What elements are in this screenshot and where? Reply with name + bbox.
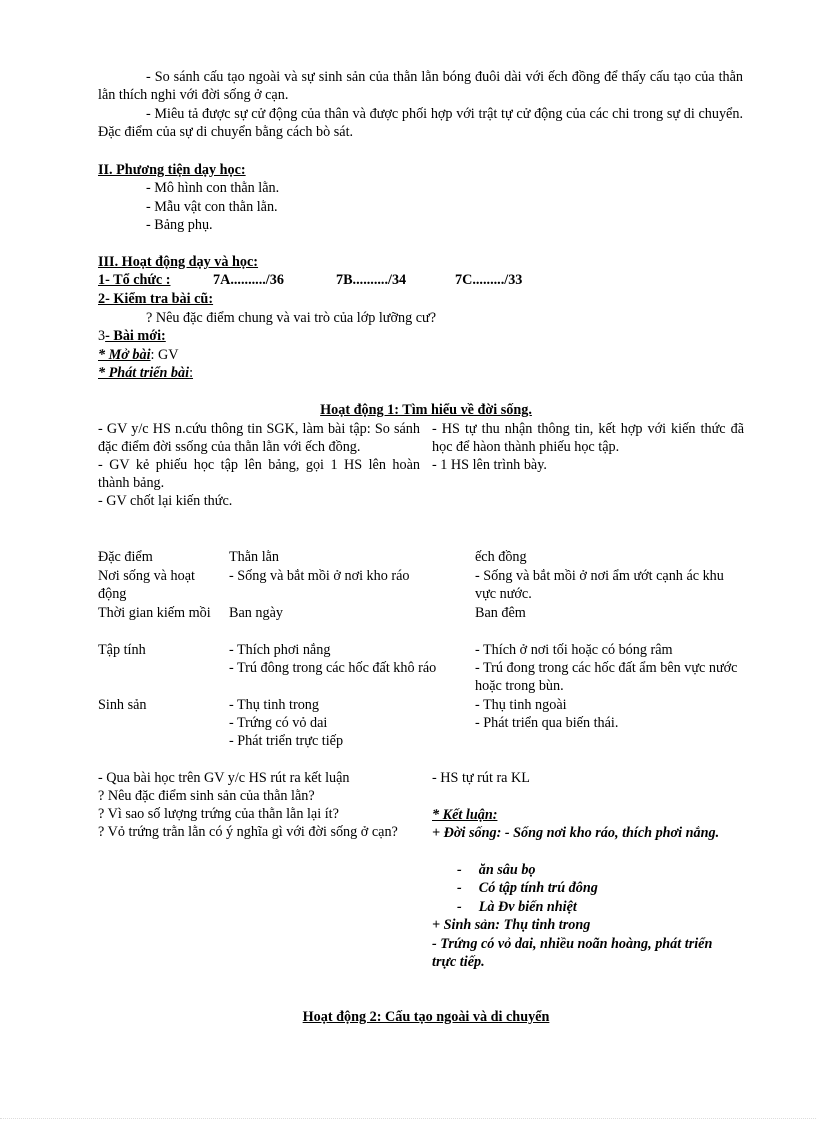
frog-behavior: - Thích ở nơi tối hoặc có bóng râm	[475, 642, 673, 658]
lizard-reproduction: - Trứng có vỏ dai	[229, 715, 328, 731]
class-7c: 7C........./33	[455, 272, 523, 288]
section-2-heading: II. Phương tiện dạy học:	[98, 162, 246, 178]
develop-line	[98, 364, 193, 382]
conclusion-reproduction	[432, 916, 590, 934]
table-row-time-feature: Thời gian kiếm mồi	[98, 605, 211, 621]
review-label: 2- Kiểm tra bài cũ:	[98, 291, 214, 307]
table-header-frog: ếch đồng	[475, 549, 527, 565]
lizard-behavior: - Trú đông trong các hốc đất khô ráo	[229, 660, 437, 676]
conclusion-reproduction-detail: - Trứng có vỏ dai, nhiều noãn hoàng, phát triển trực tiếp.	[432, 936, 713, 970]
intro-line	[98, 346, 179, 364]
teacher-step: - GV y/c HS n.cứu thông tin SGK, làm bài tập: So sánh đặc điểm đời ssống của thằn lằn với ếch đồng.	[98, 421, 420, 455]
life-text: - Sống nơi kho ráo, thích phơi nắng.	[501, 825, 720, 841]
table-row-habitat-feature: Nơi sống và hoạt động	[98, 568, 195, 602]
table-row-habitat-frog: - Sống và bắt mồi ở nơi ẩm ướt cạnh ác khu vực nước.	[475, 568, 724, 602]
frog-reproduction: - Thụ tinh ngoài	[475, 697, 567, 713]
teacher-question: ? Vỏ trứng trằn lằn có ý nghĩa gì với đời sống ở cạn?	[98, 824, 398, 840]
activity-1-title: Hoạt động 1: Tìm hiểu về đời sống.	[320, 402, 532, 418]
teaching-aid-item: - Mô hình con thằn lằn.	[146, 180, 280, 196]
new-lesson-heading	[98, 327, 166, 345]
table-row-habitat-lizard: - Sống và bắt mồi ở nơi kho ráo	[229, 568, 410, 584]
table-row-behavior-frog	[475, 641, 747, 695]
frog-reproduction: - Phát triển qua biến thái.	[475, 715, 619, 731]
teaching-aid-item: - Mẫu vật con thằn lằn.	[146, 199, 278, 215]
new-lesson-label: - Bài mới:	[105, 328, 166, 344]
life-bullet: - Có tập tính trú đông	[457, 880, 598, 896]
life-bullet-text: Có tập tính trú đông	[478, 880, 598, 896]
teacher-question: ? Nêu đặc điểm sinh sản của thằn lằn?	[98, 788, 315, 804]
activity-2-title: Hoạt động 2: Cấu tạo ngoài và di chuyển	[302, 1009, 550, 1025]
frog-behavior: - Trú đong trong các hốc đất ẩm bên vực nước hoặc trong bùn.	[475, 660, 738, 694]
section-3-heading: III. Hoạt động dạy và học:	[98, 254, 259, 270]
table-row-behavior-feature: Tập tính	[98, 642, 146, 658]
review-question: ? Nêu đặc điểm chung và vai trò của lớp lưỡng cư?	[146, 310, 436, 326]
student-step: - HS tự thu nhận thông tin, kết hợp với kiến thức đã học để hàon thành phiếu học tập.	[432, 421, 744, 455]
table-row-reproduction-lizard	[229, 696, 343, 750]
student-activity	[432, 420, 744, 474]
table-header-lizard: Thằn lằn	[229, 549, 280, 565]
teacher-step: - GV chốt lại kiến thức.	[98, 493, 233, 509]
develop-colon: :	[189, 365, 194, 381]
table-header-feature: Đặc điểm	[98, 549, 153, 565]
intro-text: : GV	[150, 347, 179, 363]
life-bullet: - ăn sâu bọ	[457, 862, 536, 878]
lizard-reproduction: - Phát triển trực tiếp	[229, 733, 344, 749]
objective-1: - So sánh cấu tạo ngoài và sự sinh sản của thằn lằn bóng đuôi dài với ếch đồng để thấy cấu tạo của thằn lằn thích nghi với đời sống ở cạn.	[98, 69, 743, 103]
class-7b: 7B........../34	[336, 272, 407, 288]
table-row-time-frog: Ban đêm	[475, 605, 526, 621]
student-step: - 1 HS lên trình bày.	[432, 457, 547, 473]
teacher-question: ? Vì sao số lượng trứng của thằn lằn lại ít?	[98, 806, 339, 822]
conclusion-teacher	[98, 769, 420, 841]
conclusion-life	[432, 824, 732, 842]
intro-label: * Mở bài	[98, 347, 151, 363]
life-prefix: + Đời sống:	[432, 825, 502, 841]
conclusion-label: * Kết luận:	[432, 807, 498, 823]
life-bullet-text: Là Đv biến nhiệt	[478, 899, 577, 915]
develop-label: * Phát triển bài	[98, 365, 190, 381]
new-lesson-number: 3	[98, 328, 106, 344]
class-7a: 7A........../36	[213, 272, 284, 288]
lizard-reproduction: - Thụ tinh trong	[229, 697, 319, 713]
objective-2: - Miêu tả được sự cử động của thân và được phối hợp với trật tự cử động của các chi trong sự di chuyển. Đặc điểm của sự di chuyển bằng cách bò sát.	[98, 106, 743, 140]
lizard-behavior: - Thích phơi nắng	[229, 642, 331, 658]
teacher-step: - GV kẻ phiếu học tập lên bảng, gọi 1 HS lên hoàn thành bảng.	[98, 457, 420, 491]
repro-prefix: + Sinh sản:	[432, 917, 501, 933]
teacher-activity	[98, 420, 420, 510]
table-row-reproduction-frog	[475, 696, 618, 732]
student-conclusion: - HS tự rút ra KL	[432, 770, 530, 786]
page-border	[0, 1118, 816, 1119]
life-bullet: - Là Đv biến nhiệt	[457, 899, 577, 915]
table-row-time-lizard: Ban ngày	[229, 605, 283, 621]
teaching-aid-item: - Bảng phụ.	[146, 217, 213, 233]
organization-label: 1- Tổ chức :	[98, 272, 171, 288]
life-bullet-text: ăn sâu bọ	[478, 862, 536, 878]
table-row-behavior-lizard	[229, 641, 451, 677]
teacher-question: - Qua bài học trên GV y/c HS rút ra kết luận	[98, 770, 350, 786]
repro-text: Thụ tinh trong	[500, 917, 591, 933]
table-row-reproduction-feature: Sinh sản	[98, 697, 147, 713]
